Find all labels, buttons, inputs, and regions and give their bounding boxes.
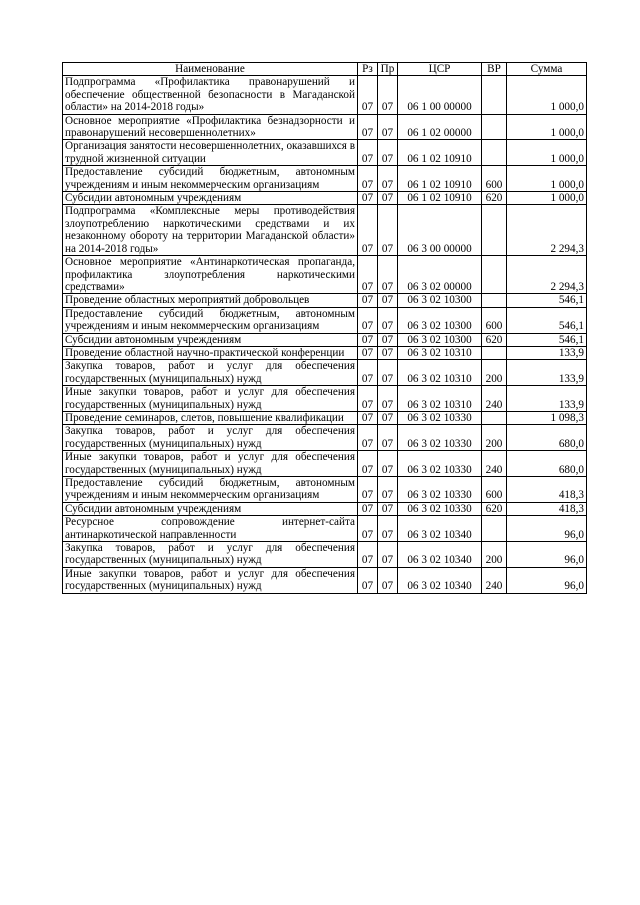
table-row	[63, 386, 587, 412]
row-pr: 07	[378, 411, 398, 424]
row-vr	[482, 114, 507, 140]
row-rz: 07	[358, 76, 378, 114]
row-pr: 07	[378, 502, 398, 515]
header-csr: ЦСР	[398, 63, 482, 76]
row-rz: 07	[358, 425, 378, 451]
row-csr: 06 1 02 10910	[398, 166, 482, 192]
row-pr: 07	[378, 567, 398, 593]
row-rz: 07	[358, 567, 378, 593]
row-name: Закупка товаров, работ и услуг для обеспечения государственных (муниципальных) нужд	[63, 360, 358, 386]
table-row	[63, 114, 587, 140]
row-rz: 07	[358, 411, 378, 424]
table-body	[63, 76, 587, 593]
row-name: Подпрограмма «Профилактика правонарушений и обеспечение общественной безопасности в Магаданской области» на 2014-2018 годы»	[63, 76, 358, 114]
table-header-row	[63, 63, 587, 76]
row-rz: 07	[358, 114, 378, 140]
row-csr: 06 1 02 10910	[398, 192, 482, 205]
row-name: Субсидии автономным учреждениям	[63, 502, 358, 515]
row-csr: 06 3 02 10340	[398, 516, 482, 542]
row-vr: 620	[482, 333, 507, 346]
row-vr: 240	[482, 567, 507, 593]
row-vr	[482, 294, 507, 307]
row-sum: 1 098,3	[507, 411, 587, 424]
row-pr: 07	[378, 386, 398, 412]
row-rz: 07	[358, 205, 378, 256]
row-sum: 1 000,0	[507, 140, 587, 166]
row-name: Организация занятости несовершеннолетних, оказавшихся в трудной жизненной ситуации	[63, 140, 358, 166]
row-vr: 620	[482, 192, 507, 205]
row-sum: 680,0	[507, 425, 587, 451]
header-rz: Рз	[358, 63, 378, 76]
row-sum: 1 000,0	[507, 166, 587, 192]
row-sum: 1 000,0	[507, 76, 587, 114]
row-name: Ресурсное сопровождение интернет-сайта антинаркотической направленности	[63, 516, 358, 542]
row-csr: 06 3 02 10300	[398, 294, 482, 307]
row-pr: 07	[378, 477, 398, 503]
row-sum: 1 000,0	[507, 114, 587, 140]
row-rz: 07	[358, 360, 378, 386]
row-csr: 06 3 02 10330	[398, 425, 482, 451]
table-row	[63, 256, 587, 294]
row-sum: 96,0	[507, 516, 587, 542]
row-csr: 06 3 02 10310	[398, 360, 482, 386]
row-csr: 06 3 02 10310	[398, 386, 482, 412]
row-pr: 07	[378, 114, 398, 140]
row-name: Предоставление субсидий бюджетным, автономным учреждениям и иным некоммерческим организациям	[63, 307, 358, 333]
row-pr: 07	[378, 333, 398, 346]
row-csr: 06 3 02 10340	[398, 542, 482, 568]
budget-table	[62, 62, 587, 594]
row-pr: 07	[378, 425, 398, 451]
row-csr: 06 3 02 10330	[398, 451, 482, 477]
row-vr: 240	[482, 451, 507, 477]
header-vr: ВР	[482, 63, 507, 76]
row-rz: 07	[358, 477, 378, 503]
row-rz: 07	[358, 516, 378, 542]
row-rz: 07	[358, 307, 378, 333]
row-pr: 07	[378, 307, 398, 333]
header-sum: Сумма	[507, 63, 587, 76]
row-pr: 07	[378, 542, 398, 568]
row-pr: 07	[378, 76, 398, 114]
row-name: Подпрограмма «Комплексные меры противодействия злоупотреблению наркотическими средствами и их незаконному обороту на территории Магаданской области» на 2014-2018 годы»	[63, 205, 358, 256]
row-sum: 546,1	[507, 307, 587, 333]
row-csr: 06 3 02 10330	[398, 502, 482, 515]
row-vr	[482, 256, 507, 294]
row-csr: 06 3 02 10300	[398, 307, 482, 333]
table-row	[63, 192, 587, 205]
row-sum: 2 294,3	[507, 205, 587, 256]
row-name: Предоставление субсидий бюджетным, автономным учреждениям и иным некоммерческим организациям	[63, 166, 358, 192]
table-row	[63, 76, 587, 114]
row-csr: 06 1 00 00000	[398, 76, 482, 114]
row-sum: 1 000,0	[507, 192, 587, 205]
row-name: Иные закупки товаров, работ и услуг для обеспечения государственных (муниципальных) нужд	[63, 451, 358, 477]
row-vr	[482, 205, 507, 256]
row-rz: 07	[358, 256, 378, 294]
row-name: Предоставление субсидий бюджетным, автономным учреждениям и иным некоммерческим организациям	[63, 477, 358, 503]
row-vr: 620	[482, 502, 507, 515]
row-rz: 07	[358, 294, 378, 307]
row-name: Проведение областных мероприятий добровольцев	[63, 294, 358, 307]
table-row	[63, 502, 587, 515]
row-pr: 07	[378, 140, 398, 166]
row-sum: 96,0	[507, 567, 587, 593]
row-pr: 07	[378, 516, 398, 542]
table-row	[63, 140, 587, 166]
row-sum: 418,3	[507, 477, 587, 503]
row-pr: 07	[378, 256, 398, 294]
row-sum: 133,9	[507, 346, 587, 359]
row-csr: 06 3 02 10300	[398, 333, 482, 346]
row-vr: 600	[482, 166, 507, 192]
row-pr: 07	[378, 294, 398, 307]
row-vr	[482, 411, 507, 424]
row-vr: 200	[482, 360, 507, 386]
row-rz: 07	[358, 346, 378, 359]
header-name: Наименование	[63, 63, 358, 76]
row-name: Проведение областной научно-практической конференции	[63, 346, 358, 359]
row-rz: 07	[358, 451, 378, 477]
row-pr: 07	[378, 205, 398, 256]
row-csr: 06 3 00 00000	[398, 205, 482, 256]
row-pr: 07	[378, 346, 398, 359]
row-pr: 07	[378, 166, 398, 192]
row-name: Основное мероприятие «Антинаркотическая пропаганда, профилактика злоупотребления наркотическими средствами»	[63, 256, 358, 294]
row-sum: 2 294,3	[507, 256, 587, 294]
table-row	[63, 542, 587, 568]
row-pr: 07	[378, 360, 398, 386]
header-pr: Пр	[378, 63, 398, 76]
row-vr	[482, 346, 507, 359]
row-name: Закупка товаров, работ и услуг для обеспечения государственных (муниципальных) нужд	[63, 542, 358, 568]
row-vr: 600	[482, 307, 507, 333]
row-vr: 600	[482, 477, 507, 503]
table-row	[63, 425, 587, 451]
row-name: Иные закупки товаров, работ и услуг для обеспечения государственных (муниципальных) нужд	[63, 567, 358, 593]
row-rz: 07	[358, 386, 378, 412]
row-vr	[482, 76, 507, 114]
row-sum: 546,1	[507, 333, 587, 346]
table-row	[63, 346, 587, 359]
row-sum: 133,9	[507, 360, 587, 386]
row-name: Закупка товаров, работ и услуг для обеспечения государственных (муниципальных) нужд	[63, 425, 358, 451]
row-name: Субсидии автономным учреждениям	[63, 333, 358, 346]
row-name: Иные закупки товаров, работ и услуг для обеспечения государственных (муниципальных) нужд	[63, 386, 358, 412]
row-vr: 240	[482, 386, 507, 412]
table-row	[63, 411, 587, 424]
row-rz: 07	[358, 140, 378, 166]
table-row	[63, 294, 587, 307]
row-csr: 06 1 02 10910	[398, 140, 482, 166]
row-csr: 06 3 02 10340	[398, 567, 482, 593]
row-sum: 680,0	[507, 451, 587, 477]
row-name: Основное мероприятие «Профилактика безнадзорности и правонарушений несовершеннолетних»	[63, 114, 358, 140]
row-pr: 07	[378, 192, 398, 205]
row-csr: 06 3 02 10310	[398, 346, 482, 359]
table-row	[63, 166, 587, 192]
row-sum: 133,9	[507, 386, 587, 412]
row-csr: 06 3 02 10330	[398, 477, 482, 503]
row-rz: 07	[358, 542, 378, 568]
row-name: Проведение семинаров, слетов, повышение квалификации	[63, 411, 358, 424]
table-row	[63, 451, 587, 477]
row-csr: 06 1 02 00000	[398, 114, 482, 140]
table-row	[63, 477, 587, 503]
table-row	[63, 307, 587, 333]
row-rz: 07	[358, 166, 378, 192]
row-vr	[482, 516, 507, 542]
row-csr: 06 3 02 00000	[398, 256, 482, 294]
row-csr: 06 3 02 10330	[398, 411, 482, 424]
row-vr: 200	[482, 542, 507, 568]
row-pr: 07	[378, 451, 398, 477]
row-rz: 07	[358, 192, 378, 205]
table-row	[63, 205, 587, 256]
row-sum: 418,3	[507, 502, 587, 515]
row-vr: 200	[482, 425, 507, 451]
row-rz: 07	[358, 333, 378, 346]
table-row	[63, 333, 587, 346]
row-rz: 07	[358, 502, 378, 515]
table-row	[63, 567, 587, 593]
row-sum: 546,1	[507, 294, 587, 307]
row-sum: 96,0	[507, 542, 587, 568]
table-row	[63, 516, 587, 542]
table-row	[63, 360, 587, 386]
row-vr	[482, 140, 507, 166]
row-name: Субсидии автономным учреждениям	[63, 192, 358, 205]
